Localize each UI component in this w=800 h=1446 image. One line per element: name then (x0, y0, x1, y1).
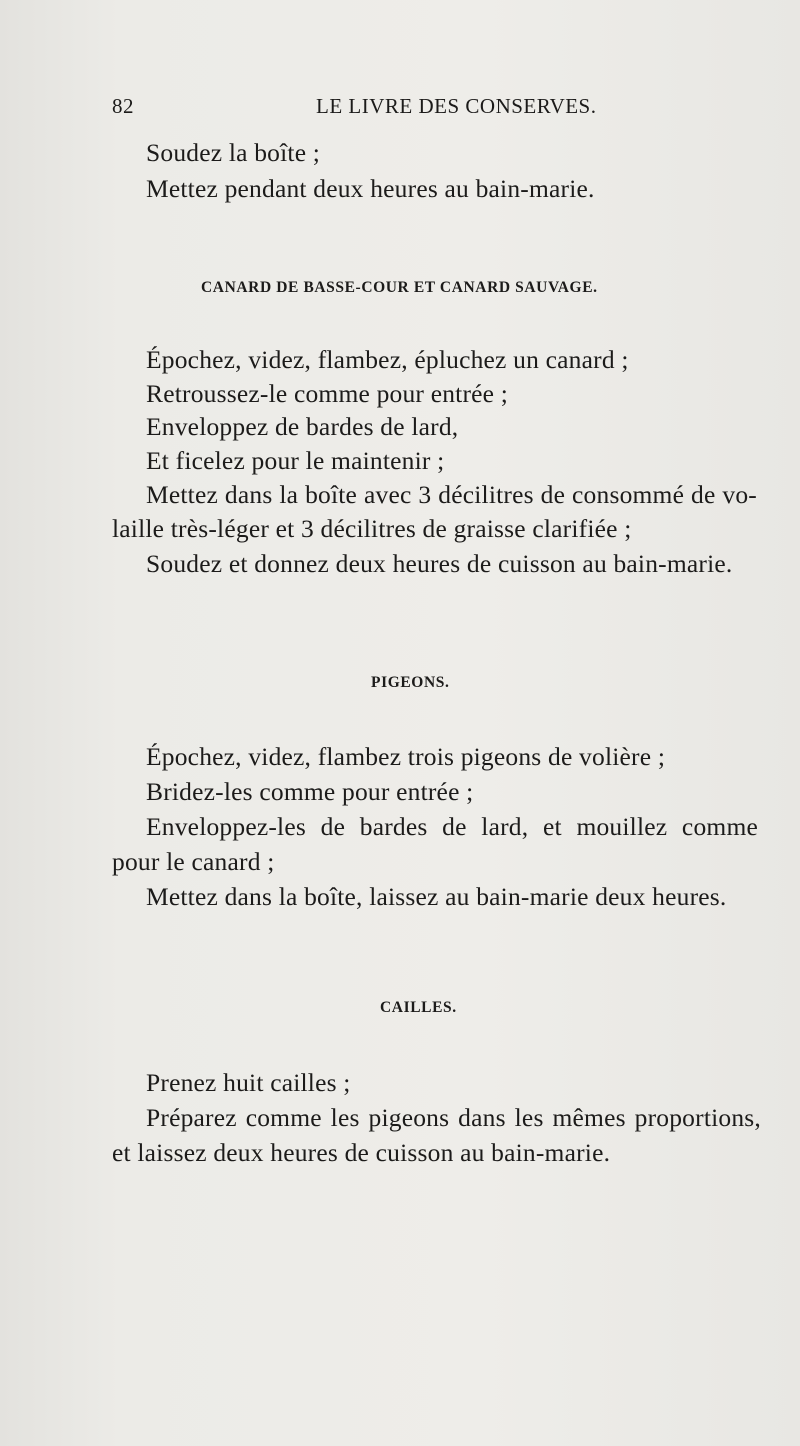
canard-line-7: Soudez et donnez deux heures de cuisson au bain-marie. (146, 549, 733, 578)
page-header (112, 94, 640, 122)
pigeons-line-4: pour le canard ; (112, 847, 275, 876)
cailles-line-2: Préparez comme les pigeons dans les mêmes proportions, (146, 1103, 761, 1132)
pigeons-line-5: Mettez dans la boîte, laissez au bain-marie deux heures. (146, 882, 727, 911)
canard-line-1: Épochez, videz, flambez, épluchez un canard ; (146, 345, 629, 374)
canard-line-2: Retroussez-le comme pour entrée ; (146, 379, 509, 408)
canard-line-6: laille très-léger et 3 décilitres de graisse clarifiée ; (112, 514, 632, 543)
pigeons-line-2: Bridez-les comme pour entrée ; (146, 777, 474, 806)
running-title: LE LIVRE DES CONSERVES. (316, 94, 597, 118)
cailles-line-3: et laissez deux heures de cuisson au bain-marie. (112, 1138, 611, 1167)
pigeons-line-1: Épochez, videz, flambez trois pigeons de volière ; (146, 742, 666, 771)
intro-line-2: Mettez pendant deux heures au bain-marie. (146, 174, 595, 203)
pigeons-line-3: Enveloppez-les de bardes de lard, et mouillez comme (146, 812, 758, 841)
canard-line-4: Et ficelez pour le maintenir ; (146, 446, 445, 475)
section-heading-cailles: CAILLES. (380, 999, 457, 1016)
section-heading-canard: CANARD DE BASSE-COUR ET CANARD SAUVAGE. (201, 279, 598, 296)
canard-line-3: Enveloppez de bardes de lard, (146, 412, 459, 441)
intro-line-1: Soudez la boîte ; (146, 138, 321, 167)
canard-line-5: Mettez dans la boîte avec 3 décilitres de consommé de vo- (146, 480, 757, 509)
cailles-line-1: Prenez huit cailles ; (146, 1068, 351, 1097)
section-heading-pigeons: PIGEONS. (371, 674, 450, 691)
page-number: 82 (112, 94, 134, 118)
